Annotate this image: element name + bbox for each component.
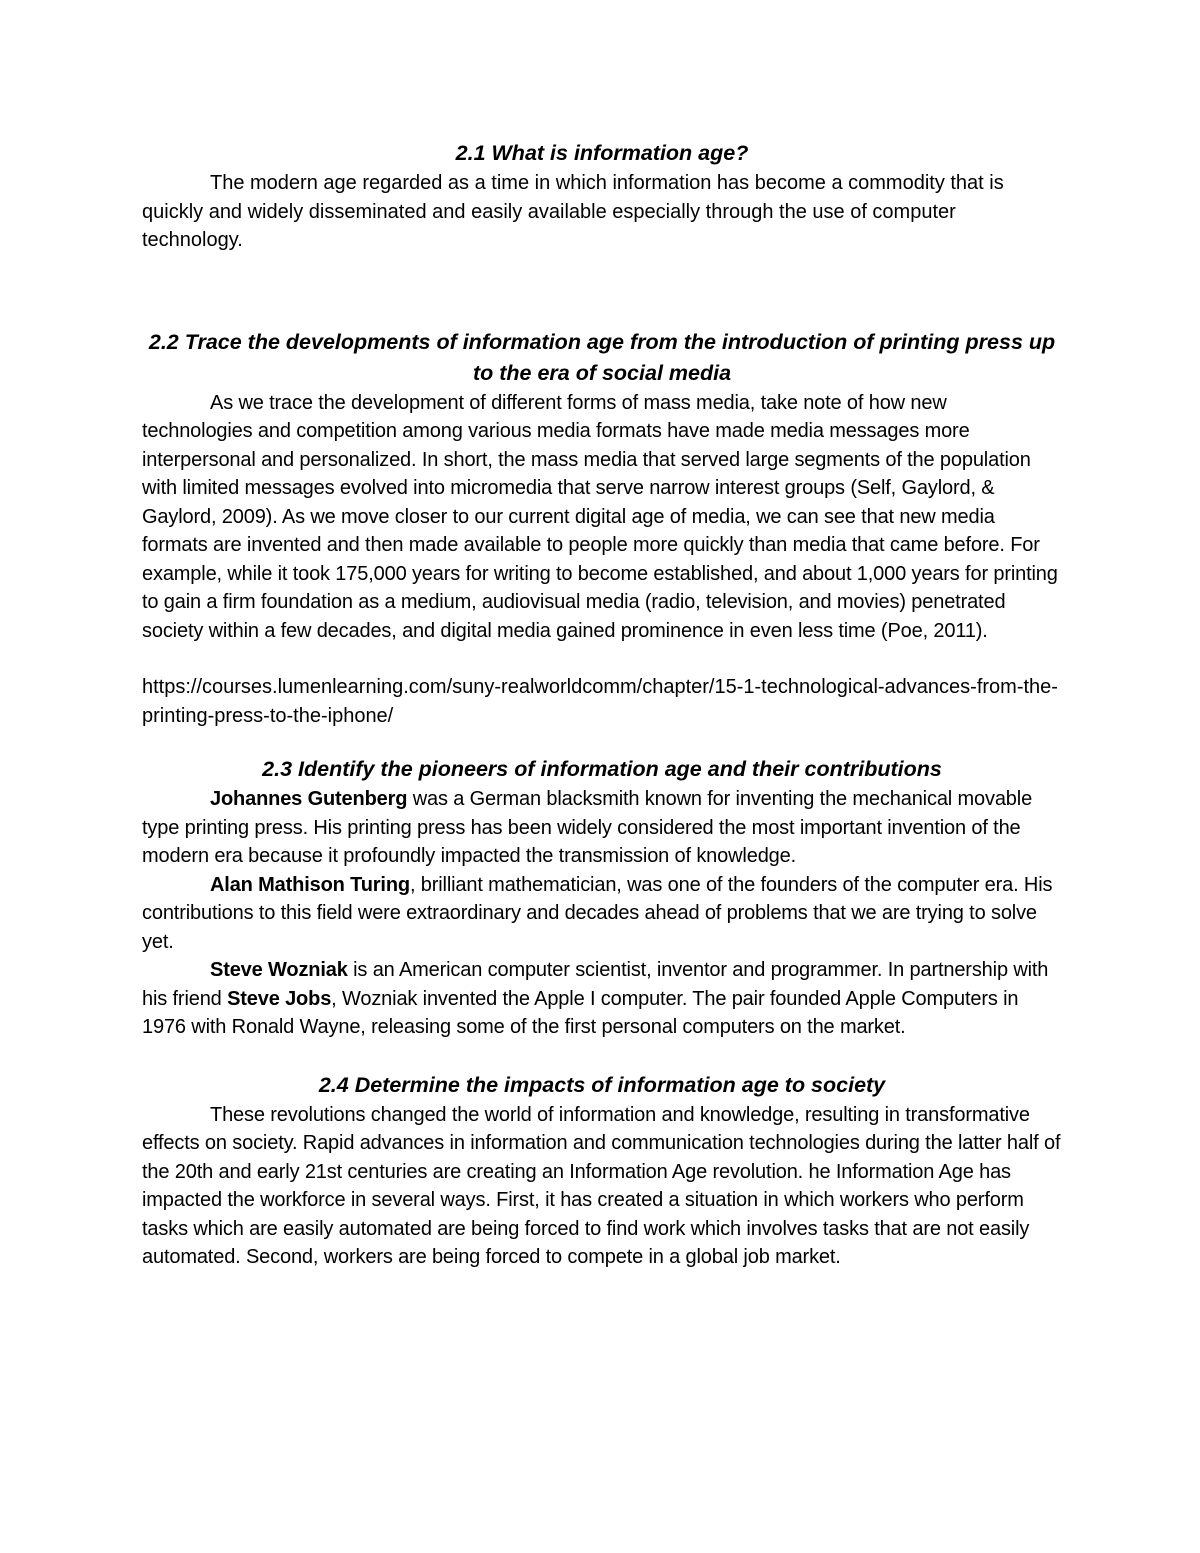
section-2-2-title: 2.2 Trace the developments of information age from the introduction of printing press up to the era of social media (148, 329, 1056, 385)
pioneer-description: , Wozniak invented the Apple I computer. The pair founded Apple Computers in 1976 with Ronald Wayne, releasing some of the first personal computers on the market. (142, 987, 1019, 1038)
pioneer-description: is an American computer scientist, inventor and programmer. In partnership with his friend (142, 959, 1049, 1010)
pioneer-name: Johannes Gutenberg (210, 788, 408, 810)
reference-link[interactable]: https://courses.lumenlearning.com/suny-realworldcomm/chapter/15-1-technological-advances-from-the-printing-press-to-the-iphone/ (142, 676, 1058, 727)
pioneer-name: Alan Mathison Turing (210, 873, 410, 896)
section-2-2-body: As we trace the development of different forms of mass media, take note of how new technologies and competition among various media formats have made media messages more interpersonal and personalized. In short, the mass media that served large segments of the population with limited messages evolved into micromedia that serve narrow interest groups (Self, Gaylord, & Gaylord, 2009). As we move closer to our current digital age of media, we can see that new media formats are invented and then made available to people more quickly than media that came before. For example, while it took 175,000 years for writing to become established, and about 1,000 years for printing to gain a firm foundation as a medium, audiovisual media (radio, television, and movies) penetrated society within a few decades, and digital media gained prominence in even less time (Poe, 2011). (142, 391, 1058, 642)
pioneer-wozniak (142, 956, 1062, 1042)
pioneer-description: was a German blacksmith known for inventing the mechanical movable type printing press. His printing press has been widely considered the most important invention of the modern era because it profoundly impacted the transmission of knowledge. (142, 788, 1033, 867)
pioneer-name-jobs: Steve Jobs (227, 987, 332, 1010)
pioneer-description: , brilliant mathematician, was one of the founders of the computer era. His contributions to this field were extraordinary and decades ahead of problems that we are trying to solve yet. (142, 873, 1053, 953)
document-page (142, 138, 1062, 1272)
pioneer-turing (142, 871, 1062, 957)
section-2-1-title: 2.1 What is information age? (455, 141, 749, 165)
section-2-4-body: These revolutions changed the world of information and knowledge, resulting in transformative effects on society. Rapid advances in information and communication technologies during the latter half of the 20th and early 21st centuries are creating an Information Age revolution. he Information Age has impacted the workforce in several ways. First, it has created a situation in which workers who perform tasks which are easily automated are being forced to find work which involves tasks that are not easily automated. Second, workers are being forced to compete in a global job market. (142, 1103, 1061, 1268)
section-2-1-body: The modern age regarded as a time in which information has become a commodity that is quickly and widely disseminated and easily available especially through the use of computer technology. (142, 172, 1004, 251)
pioneer-name: Steve Wozniak (210, 959, 348, 981)
pioneer-gutenberg (142, 785, 1062, 871)
section-2-3-title: 2.3 Identify the pioneers of information age and their contributions (262, 757, 942, 781)
section-2-4-title: 2.4 Determine the impacts of information age to society (318, 1072, 886, 1097)
